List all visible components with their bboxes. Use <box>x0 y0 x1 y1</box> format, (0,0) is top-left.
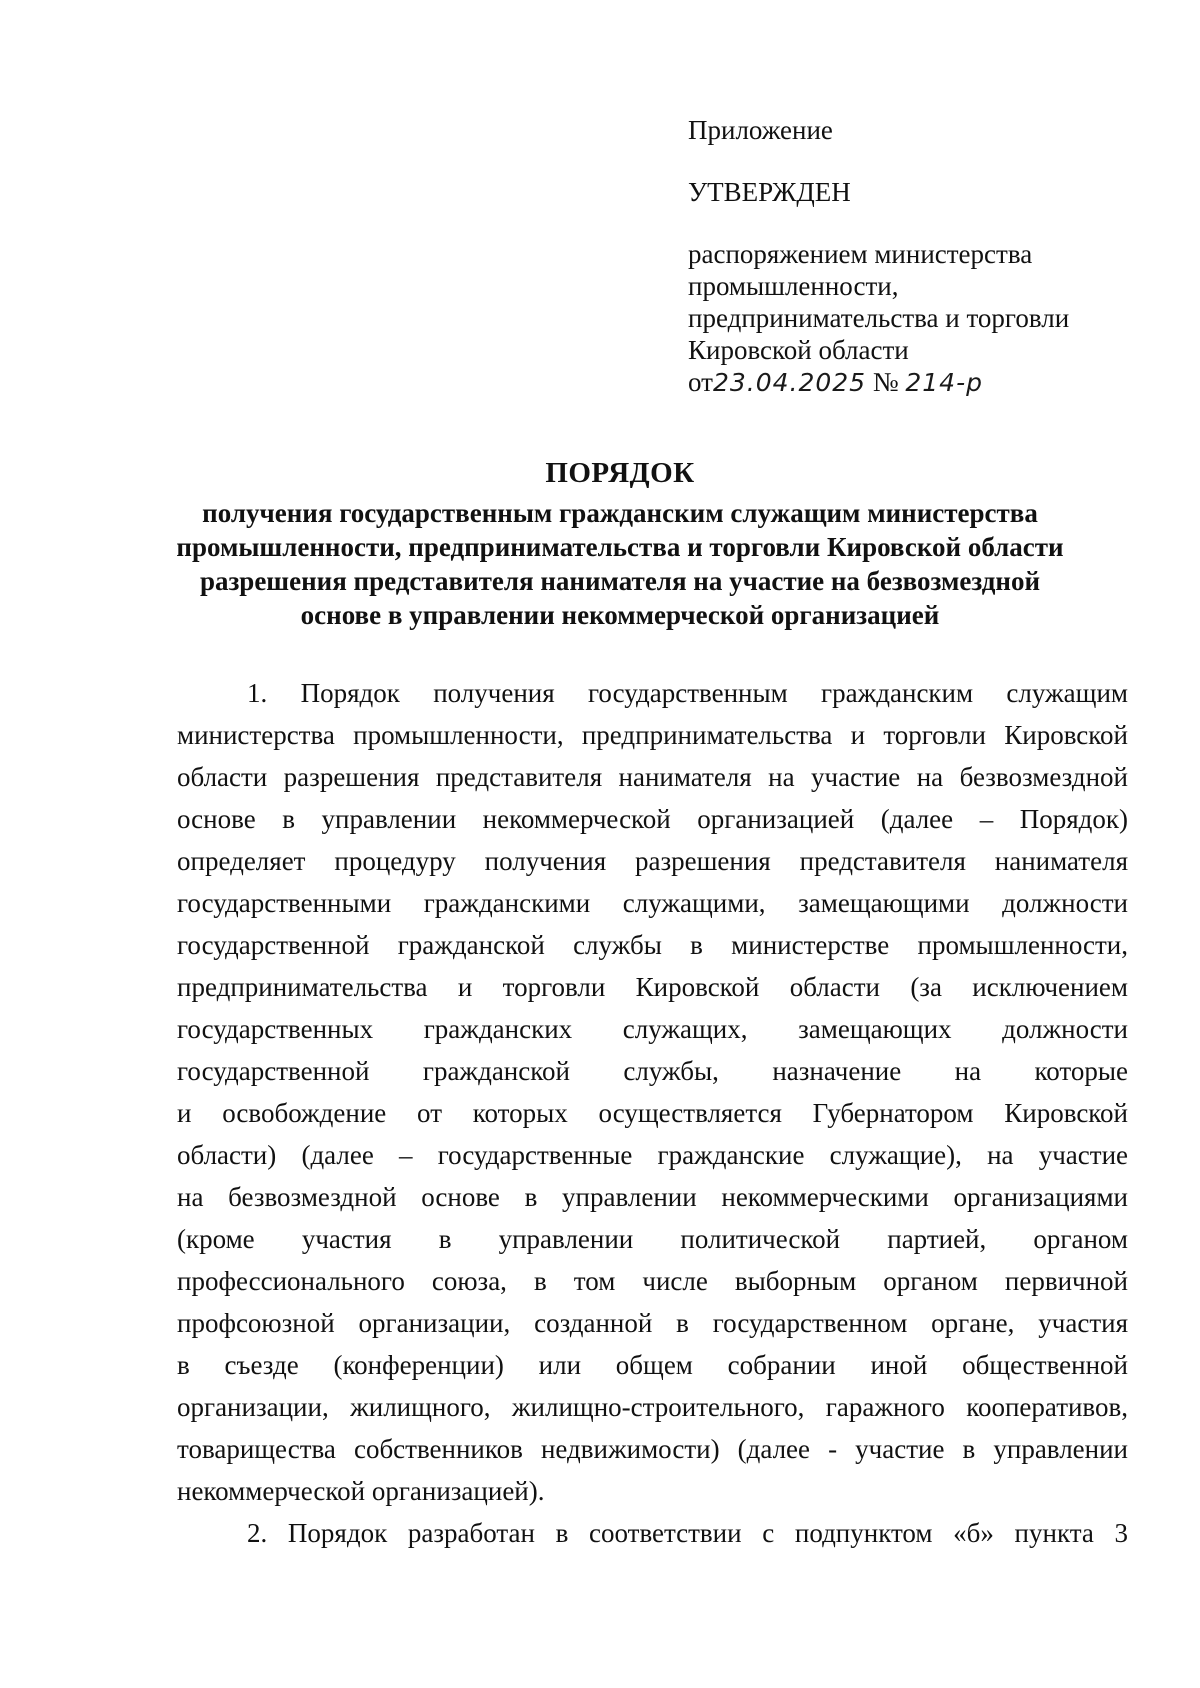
body-line: области разрешения представителя нанимателя на участие на безвозмездной <box>177 762 1128 792</box>
body-line: государственной гражданской службы, назначение на которые <box>177 1056 1128 1086</box>
title-subline: разрешения представителя нанимателя на участие на безвозмездной <box>199 566 1041 596</box>
body-line: профессионального союза, в том числе выборным органом первичной <box>177 1266 1128 1296</box>
body-line: и освобождение от которых осуществляется Губернатором Кировской <box>177 1098 1128 1128</box>
body-line: товарищества собственников недвижимости) (далее - участие в управлении <box>177 1434 1128 1464</box>
handwritten-number: 214-р <box>905 368 983 397</box>
paragraph-2 <box>177 1512 1128 1554</box>
date-prefix: от <box>688 367 713 397</box>
approval-order-line: предпринимательства и торговли <box>688 303 1070 333</box>
body-line: государственной гражданской службы в министерстве промышленности, <box>177 930 1128 960</box>
body-line: на безвозмездной основе в управлении некоммерческими организациями <box>177 1182 1128 1212</box>
handwritten-date: 23.04.2025 <box>712 368 867 397</box>
document-title: ПОРЯДОК <box>545 457 695 489</box>
body-line: государственными гражданскими служащими, замещающими должности <box>177 888 1128 918</box>
title-subline: промышленности, предпринимательства и торговли Кировской области <box>176 532 1064 562</box>
approved-label: УТВЕРЖДЕН <box>688 177 851 207</box>
body-line: в съезде (конференции) или общем собрании иной общественной <box>177 1350 1128 1380</box>
body-line: некоммерческой организацией). <box>177 1476 545 1506</box>
body-line: предпринимательства и торговли Кировской области (за исключением <box>177 972 1128 1002</box>
body-line: 1. Порядок получения государственным гражданским служащим <box>247 678 1128 708</box>
body-line: определяет процедуру получения разрешения представителя нанимателя <box>177 846 1128 876</box>
body-line: области) (далее – государственные гражданские служащие), на участие <box>177 1140 1128 1170</box>
body-line: основе в управлении некоммерческой организацией (далее – Порядок) <box>177 804 1128 834</box>
approval-order-line: Кировской области <box>688 335 909 365</box>
approval-order-line: промышленности, <box>688 271 899 301</box>
approval-order-text <box>688 238 1158 366</box>
body-line: организации, жилищного, жилищно-строительного, гаражного кооперативов, <box>177 1392 1128 1422</box>
title-subline: основе в управлении некоммерческой организацией <box>300 600 940 630</box>
body-line: профсоюзной организации, созданной в государственном органе, участия <box>177 1308 1128 1338</box>
body-line: 2. Порядок разработан в соответствии с подпунктом «б» пункта 3 <box>247 1518 1128 1548</box>
approval-block <box>688 114 1158 404</box>
body-line: государственных гражданских служащих, замещающих должности <box>177 1014 1128 1044</box>
document-title-block <box>160 456 1080 632</box>
document-body <box>177 672 1128 1554</box>
body-line: (кроме участия в управлении политической партией, органом <box>177 1224 1128 1254</box>
appendix-label: Приложение <box>688 115 833 145</box>
paragraph-1 <box>177 672 1128 1512</box>
body-line: министерства промышленности, предпринимательства и торговли Кировской <box>177 720 1128 750</box>
number-sign: № <box>872 367 899 397</box>
approval-date-row <box>688 366 1158 404</box>
approval-order-line: распоряжением министерства <box>688 239 1033 269</box>
title-subline: получения государственным гражданским служащим министерства <box>202 498 1038 528</box>
